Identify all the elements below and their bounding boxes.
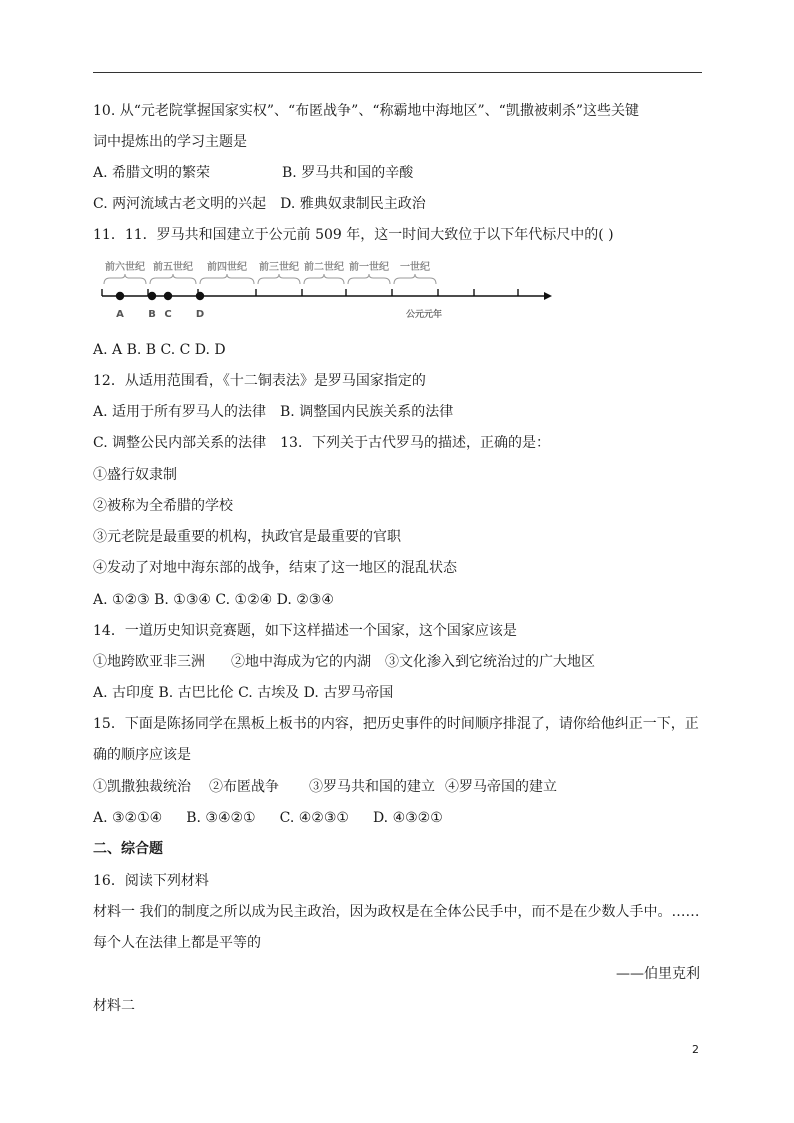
q15-stem-line2: 确的顺序应该是	[93, 747, 191, 763]
timeline-point-label: A	[116, 309, 124, 320]
q13-item-1: ①盛行奴隶制	[93, 467, 177, 483]
material2-label: 材料二	[93, 998, 135, 1014]
q16-stem: 16．阅读下列材料	[93, 873, 209, 889]
q13-item-3: ③元老院是最重要的机构，执政官是最重要的官职	[93, 529, 401, 545]
q11-stem: 11．11．罗马共和国建立于公元前 509 年，这一时间大致位于以下年代标尺中的( )	[93, 227, 614, 243]
q10-option-d: D. 雅典奴隶制民主政治	[280, 196, 426, 212]
section-heading: 二、综合题	[93, 841, 163, 857]
q15-option-b: B. ③④②①	[186, 810, 256, 826]
q10-option-a: A. 希腊文明的繁荣	[93, 165, 211, 181]
q15-item-4: ④罗马帝国的建立	[445, 779, 557, 795]
q12-options-row1	[93, 403, 453, 421]
q13-item-4: ④发动了对地中海东部的战争，结束了这一地区的混乱状态	[93, 560, 457, 576]
timeline-century-brace	[348, 274, 390, 284]
timeline-century-brace	[304, 274, 344, 284]
q15-option-a: A. ③②①④	[93, 810, 163, 826]
q14-item-2: ②地中海成为它的内湖	[231, 654, 371, 670]
q13-item-2: ②被称为全希腊的学校	[93, 498, 233, 514]
timeline-point-label: B	[148, 309, 156, 320]
q11-options: A. A B. B C. C D. D	[93, 342, 226, 358]
q12-options-row2	[93, 434, 550, 452]
q10-options-row2	[93, 195, 426, 213]
timeline-century-brace	[200, 274, 254, 284]
q14-options: A. 古印度 B. 古巴比伦 C. 古埃及 D. 古罗马帝国	[93, 685, 394, 701]
timeline-point-label: D	[195, 309, 205, 320]
material1-line1: 材料一 我们的制度之所以成为民主政治，因为政权是在全体公民手中，而不是在少数人手中。……	[93, 904, 700, 920]
page-number: 2	[692, 1043, 699, 1056]
q13-stem: 13．下列关于古代罗马的描述，正确的是：	[280, 435, 550, 451]
q11-timeline-diagram	[96, 256, 556, 324]
q12-option-a: A. 适用于所有罗马人的法律	[93, 404, 267, 420]
q14-item-3: ③文化渗入到它统治过的广大地区	[385, 654, 595, 670]
timeline-point-b	[148, 292, 156, 300]
q10-stem-line1: 10. 从“元老院掌握国家实权”、“布匿战争”、“称霸地中海地区”、“凯撒被刺杀”这些关键	[93, 103, 639, 119]
q15-options	[93, 809, 443, 827]
q14-items	[93, 653, 595, 671]
q15-item-2: ②布匿战争	[209, 779, 279, 795]
q10-option-b: B. 罗马共和国的辛酸	[282, 165, 414, 181]
q12-option-b: B. 调整国内民族关系的法律	[280, 404, 454, 420]
timeline-point-d	[196, 292, 204, 300]
q13-options: A. ①②③ B. ①③④ C. ①②④ D. ②③④	[93, 592, 334, 608]
q14-stem: 14．一道历史知识竞赛题，如下这样描述一个国家，这个国家应该是	[93, 623, 517, 639]
timeline-point-label: C	[164, 309, 172, 320]
q15-stem-line1: 15．下面是陈扬同学在黑板上板书的内容，把历史事件的时间顺序排混了，请你给他纠正一下，正	[93, 716, 699, 732]
q15-item-3: ③罗马共和国的建立	[309, 779, 435, 795]
material1-attribution: ——伯里克利	[616, 966, 700, 982]
timeline-century-label: 前四世纪	[207, 262, 247, 273]
timeline-century-label: 前二世纪	[304, 262, 344, 273]
timeline-century-brace	[394, 274, 436, 284]
q15-item-1: ①凯撒独裁统治	[93, 779, 191, 795]
q10-stem-line2: 词中提炼出的学习主题是	[93, 134, 247, 150]
timeline-century-label: 一世纪	[400, 262, 430, 273]
timeline-century-brace	[104, 274, 146, 284]
q15-items	[93, 778, 557, 796]
timeline-century-label: 前六世纪	[105, 262, 145, 273]
timeline-year-zero-label: 公元元年	[406, 310, 443, 320]
timeline-century-brace	[258, 274, 300, 284]
q10-options-row1	[93, 164, 413, 182]
q15-option-d: D. ④③②①	[372, 810, 443, 826]
timeline-century-brace	[150, 274, 196, 284]
q12-stem: 12．从适用范围看，《十二铜表法》是罗马国家指定的	[93, 373, 426, 389]
timeline-point-a	[116, 292, 124, 300]
q12-option-c: C. 调整公民内部关系的法律	[93, 435, 267, 451]
q15-option-c: C. ④②③①	[279, 810, 349, 826]
material1-line2: 每个人在法律上都是平等的	[93, 935, 261, 951]
timeline-century-label: 前三世纪	[259, 262, 299, 273]
q10-option-c: C. 两河流域古老文明的兴起	[93, 196, 267, 212]
header-rule	[93, 72, 702, 73]
timeline-arrow	[544, 292, 552, 300]
timeline-century-label: 前一世纪	[349, 262, 389, 273]
timeline-point-c	[164, 292, 172, 300]
timeline-century-label: 前五世纪	[153, 262, 193, 273]
q14-item-1: ①地跨欧亚非三洲	[93, 654, 205, 670]
